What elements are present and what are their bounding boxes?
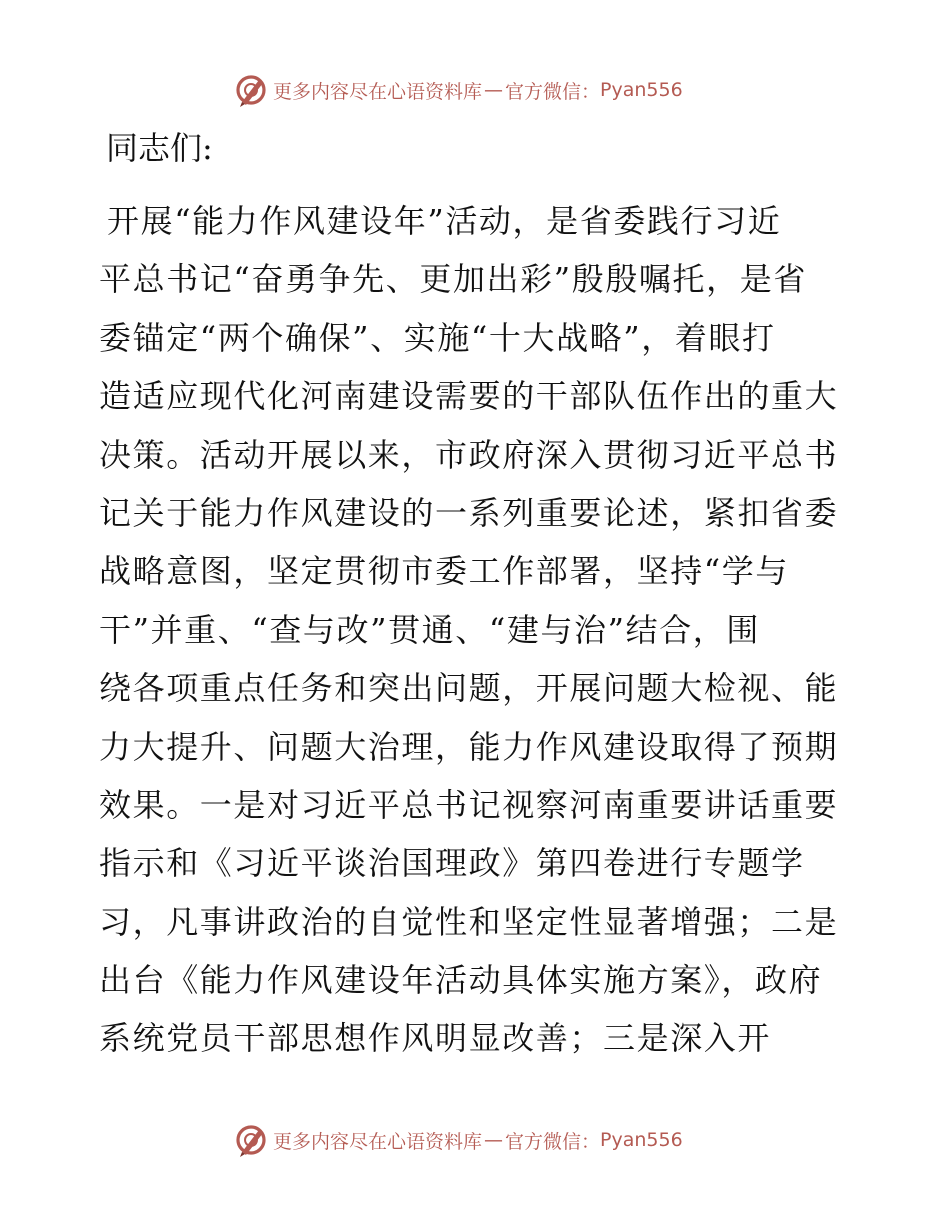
watermark-wechat-label: 官方微信： (505, 80, 601, 103)
text-line: 干”并重、“查与改”贯通、“建与治”结合，围 (99, 610, 760, 649)
pen-logo-icon (233, 1122, 269, 1158)
text-line: 力大提升、问题大治理，能力作风建设取得了预期 (99, 727, 839, 766)
text-line: 绕各项重点任务和突出问题，开展问题大检视、能 (99, 669, 839, 708)
text-line: 效果。一是对习近平总书记视察河南重要讲话重要 (99, 785, 839, 824)
watermark-separator: — (484, 79, 504, 101)
text-line: 战略意图，坚定贯彻市委工作部署，坚持“学与 (99, 552, 789, 591)
watermark-text: 更多内容尽在心语资料库 (273, 80, 483, 103)
salutation: 同志们: (106, 129, 213, 167)
watermark-text: 更多内容尽在心语资料库 (273, 1130, 483, 1153)
text-line: 系统党员干部思想作风明显改善；三是深入开 (99, 1019, 772, 1058)
text-line: 指示和《习近平谈治国理政》第四卷进行专题学 (99, 844, 805, 883)
text-line: 开展“能力作风建设年”活动，是省委践行习近 (107, 202, 782, 240)
watermark-wechat-label: 官方微信： (505, 1130, 601, 1153)
text-line: 平总书记“奋勇争先、更加出彩”殷殷嘱托，是省 (99, 260, 807, 299)
watermark-wechat-id: Pyan556 (600, 1129, 683, 1151)
watermark-separator: — (484, 1129, 504, 1151)
header-watermark (233, 72, 683, 108)
text-line: 记关于能力作风建设的一系列重要论述，紧扣省委 (99, 493, 839, 532)
text-line: 委锚定“两个确保”、实施“十大战略”，着眼打 (99, 318, 776, 357)
text-line: 造适应现代化河南建设需要的干部队伍作出的重大 (99, 377, 839, 416)
pen-logo-icon (233, 72, 269, 108)
text-line: 习，凡事讲政治的自觉性和坚定性显著增强；二是 (99, 902, 839, 941)
footer-watermark (233, 1122, 683, 1158)
body-paragraph (99, 192, 851, 1068)
watermark-wechat-id: Pyan556 (600, 79, 683, 101)
text-line: 出台《能力作风建设年活动具体实施方案》，政府 (99, 961, 823, 1000)
text-line: 决策。活动开展以来，市政府深入贯彻习近平总书 (99, 435, 839, 474)
